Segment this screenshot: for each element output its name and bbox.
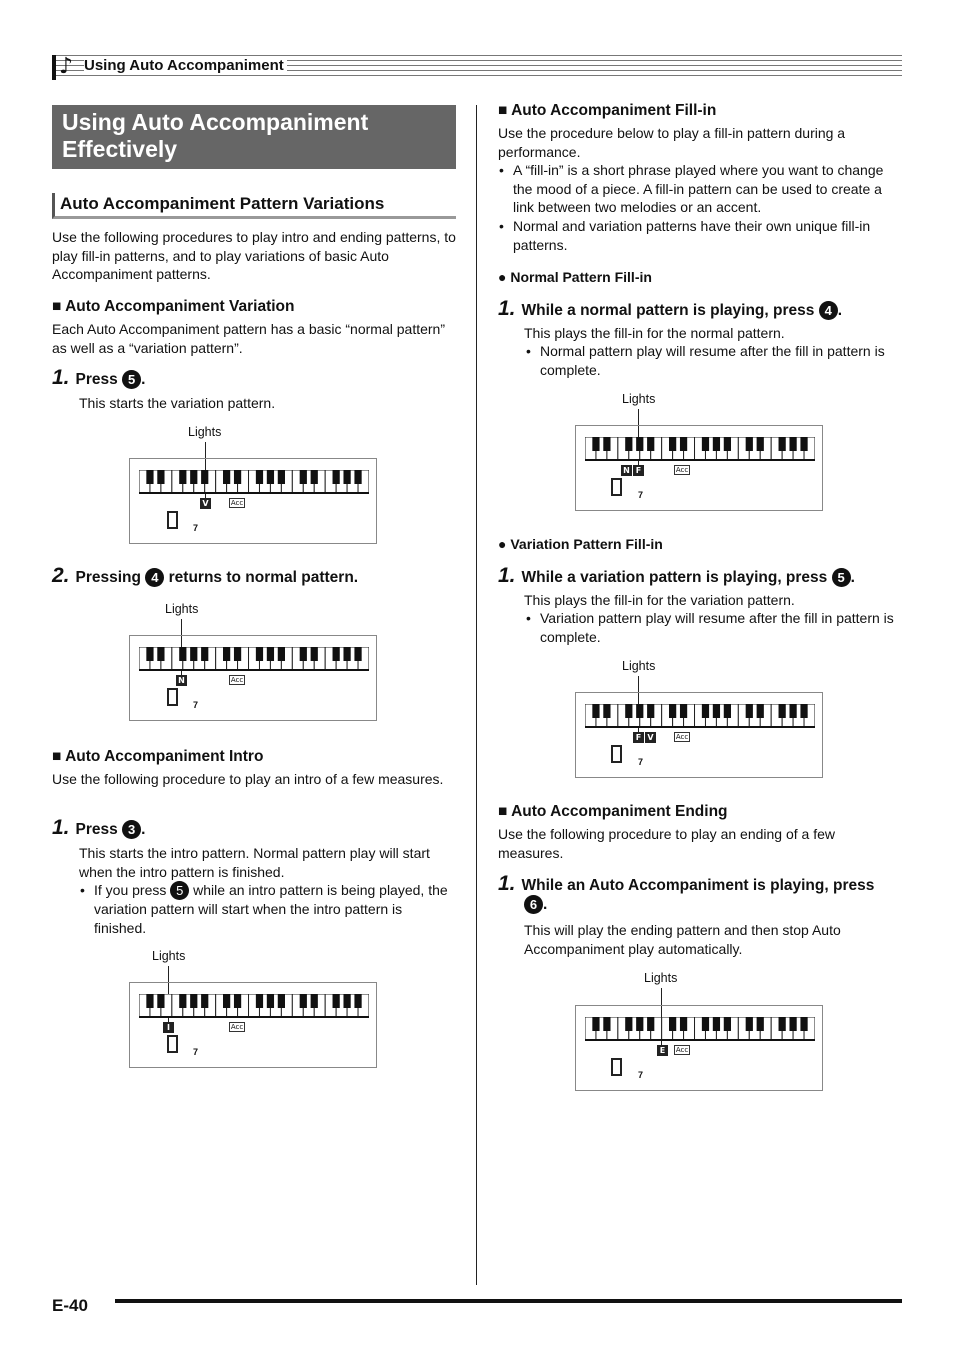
- digit-display: [611, 745, 622, 763]
- ending-heading: ■ Auto Accompaniment Ending: [498, 803, 728, 820]
- intro-text: Use the following procedures to play intro and ending patterns, to play fill-in patterns, and to play variations of basic Auto Accompaniment patterns.: [52, 229, 456, 282]
- ending-step: 1. While an Auto Accompaniment is playing, press 6 .: [498, 872, 875, 913]
- black-key: [779, 704, 786, 718]
- lcd-display-normal: [129, 635, 377, 721]
- black-key: [680, 437, 687, 451]
- keyboard-graphic: [585, 704, 815, 728]
- column-divider: [476, 105, 477, 1285]
- black-key: [256, 647, 263, 661]
- keyboard-graphic: [139, 647, 369, 671]
- black-key: [179, 994, 186, 1008]
- lcd-display-ending: [575, 1005, 823, 1091]
- button-5-icon: 5: [832, 568, 851, 587]
- black-key: [647, 704, 654, 718]
- variation-heading: ■ Auto Accompaniment Variation: [52, 298, 295, 315]
- black-key: [636, 437, 643, 451]
- button-4-icon: 4: [819, 301, 838, 320]
- black-key: [190, 647, 197, 661]
- black-key: [592, 1017, 599, 1031]
- button-5-icon: 5: [122, 370, 141, 389]
- black-key: [267, 994, 274, 1008]
- black-key: [724, 1017, 731, 1031]
- black-key: [746, 1017, 753, 1031]
- black-key: [190, 470, 197, 484]
- black-key: [223, 647, 230, 661]
- black-key: [201, 647, 208, 661]
- button-5-icon: 5: [170, 881, 189, 900]
- button-3-icon: 3: [122, 820, 141, 839]
- keyboard-graphic: [585, 437, 815, 461]
- black-key: [146, 470, 153, 484]
- black-key: [800, 704, 807, 718]
- keyboard-graphic: [139, 994, 369, 1018]
- black-key: [300, 994, 307, 1008]
- acc-indicator: Acc: [675, 733, 689, 741]
- normal-fillin-heading: ● Normal Pattern Fill-in: [498, 269, 652, 285]
- black-key: [343, 994, 350, 1008]
- intro-step1-desc: This starts the intro pattern. Normal pattern play will start when the intro pattern is finished.: [79, 845, 430, 880]
- black-key: [713, 704, 720, 718]
- seven-indicator: 7: [193, 700, 199, 710]
- fillin-bullet-2: • Normal and variation patterns have their own unique fill-in patterns.: [513, 217, 903, 254]
- ending-body: Use the following procedure to play an ending of a few measures.: [498, 826, 835, 861]
- black-key: [757, 1017, 764, 1031]
- variation-step1-desc: This starts the variation pattern.: [79, 395, 276, 411]
- lcd-display-intro: [129, 982, 377, 1068]
- black-key: [234, 647, 241, 661]
- black-key: [354, 994, 361, 1008]
- variation-step2: 2. Pressing 4 returns to normal pattern.: [52, 564, 359, 587]
- normal-indicator: N: [176, 675, 187, 686]
- black-key: [354, 470, 361, 484]
- black-key: [234, 470, 241, 484]
- black-key: [311, 647, 318, 661]
- black-key: [789, 437, 796, 451]
- step-number: 1.: [52, 366, 70, 389]
- black-key: [746, 704, 753, 718]
- black-key: [800, 437, 807, 451]
- intro-body: Use the following procedure to play an intro of a few measures.: [52, 771, 444, 787]
- seven-indicator: 7: [193, 523, 199, 533]
- black-key: [179, 470, 186, 484]
- variation-indicator: V: [645, 732, 656, 743]
- variation-fillin-heading: ● Variation Pattern Fill-in: [498, 536, 663, 552]
- variation-step1: 1. Press 5 .: [52, 366, 146, 389]
- variation-indicator: V: [200, 498, 211, 509]
- black-key: [669, 437, 676, 451]
- black-key: [311, 470, 318, 484]
- seven-indicator: 7: [638, 490, 644, 500]
- fill-indicator: F: [633, 732, 644, 743]
- section-subheading: Auto Accompaniment Pattern Variations: [52, 193, 456, 219]
- page-title: Using Auto Accompaniment Effectively: [52, 105, 456, 169]
- black-key: [592, 437, 599, 451]
- ending-desc: This will play the ending pattern and then stop Auto Accompaniment play automatically.: [524, 922, 841, 957]
- lcd-display-variation-fill: [575, 692, 823, 778]
- keyboard-graphic: [585, 1017, 815, 1041]
- music-note-icon: ♪: [59, 54, 74, 79]
- running-title: Using Auto Accompaniment: [84, 57, 287, 74]
- page-number: E-40: [52, 1296, 88, 1315]
- black-key: [190, 994, 197, 1008]
- black-key: [256, 470, 263, 484]
- black-key: [702, 437, 709, 451]
- black-key: [311, 994, 318, 1008]
- acc-indicator: Acc: [230, 676, 244, 684]
- black-key: [179, 647, 186, 661]
- seven-indicator: 7: [193, 1047, 199, 1057]
- lights-label: Lights: [188, 425, 222, 439]
- black-key: [278, 470, 285, 484]
- black-key: [757, 704, 764, 718]
- acc-indicator: Acc: [675, 1046, 689, 1054]
- black-key: [157, 647, 164, 661]
- black-key: [625, 704, 632, 718]
- digit-display: [611, 478, 622, 496]
- black-key: [779, 437, 786, 451]
- black-key: [603, 1017, 610, 1031]
- black-key: [724, 704, 731, 718]
- black-key: [779, 1017, 786, 1031]
- variation-fillin-step: 1. While a variation pattern is playing, press 5 .: [498, 564, 855, 587]
- fillin-body: Use the procedure below to play a fill-in pattern during a performance.: [498, 125, 846, 160]
- black-key: [300, 647, 307, 661]
- step-text: Press: [75, 371, 118, 388]
- digit-display: [167, 511, 178, 529]
- intro-bullet: • If you press 5 while an intro pattern is being played, the variation pattern will start when the intro pattern is finished.: [94, 881, 456, 937]
- black-key: [680, 1017, 687, 1031]
- normal-fillin-step: 1. While a normal pattern is playing, press 4 .: [498, 297, 842, 320]
- black-key: [201, 470, 208, 484]
- lights-label: Lights: [622, 392, 656, 406]
- black-key: [636, 1017, 643, 1031]
- black-key: [256, 994, 263, 1008]
- button-6-icon: 6: [524, 895, 543, 914]
- black-key: [713, 1017, 720, 1031]
- acc-indicator: Acc: [675, 466, 689, 474]
- black-key: [300, 470, 307, 484]
- black-key: [647, 437, 654, 451]
- black-key: [223, 470, 230, 484]
- fillin-bullet-1: • A “fill-in” is a short phrase played where you want to change the mood of a piece. A fill-in pattern can be used to create a link between two melodies or an accent.: [513, 161, 903, 217]
- black-key: [789, 1017, 796, 1031]
- black-key: [680, 704, 687, 718]
- black-key: [278, 994, 285, 1008]
- black-key: [157, 994, 164, 1008]
- seven-indicator: 7: [638, 1070, 644, 1080]
- black-key: [146, 647, 153, 661]
- black-key: [603, 437, 610, 451]
- black-key: [702, 1017, 709, 1031]
- fill-indicator: F: [633, 465, 644, 476]
- intro-heading: ■ Auto Accompaniment Intro: [52, 748, 264, 765]
- variation-body: Each Auto Accompaniment pattern has a basic “normal pattern” as well as a “variation pattern”.: [52, 321, 445, 356]
- black-key: [636, 704, 643, 718]
- black-key: [146, 994, 153, 1008]
- variation-fillin-bullet: • Variation pattern play will resume after the fill in pattern is complete.: [540, 609, 902, 646]
- black-key: [724, 437, 731, 451]
- black-key: [800, 1017, 807, 1031]
- footer-rule: [115, 1299, 902, 1303]
- normal-indicator: N: [621, 465, 632, 476]
- black-key: [625, 437, 632, 451]
- black-key: [278, 647, 285, 661]
- black-key: [267, 647, 274, 661]
- fillin-heading: ■ Auto Accompaniment Fill-in: [498, 102, 717, 119]
- digit-display: [611, 1058, 622, 1076]
- normal-fillin-bullet: • Normal pattern play will resume after the fill in pattern is complete.: [540, 342, 902, 379]
- ending-indicator: E: [657, 1045, 668, 1056]
- black-key: [354, 647, 361, 661]
- normal-fillin-desc: This plays the fill-in for the normal pattern.: [524, 325, 785, 341]
- black-key: [333, 994, 340, 1008]
- black-key: [223, 994, 230, 1008]
- acc-indicator: Acc: [230, 1023, 244, 1031]
- button-4-icon: 4: [145, 568, 164, 587]
- variation-fillin-desc: This plays the fill-in for the variation pattern.: [524, 592, 795, 608]
- black-key: [267, 470, 274, 484]
- keyboard-graphic: [139, 470, 369, 494]
- black-key: [603, 704, 610, 718]
- black-key: [789, 704, 796, 718]
- black-key: [234, 994, 241, 1008]
- black-key: [647, 1017, 654, 1031]
- header-bar: [52, 55, 56, 80]
- black-key: [343, 647, 350, 661]
- lcd-display-normal-fill: [575, 425, 823, 511]
- seven-indicator: 7: [638, 757, 644, 767]
- black-key: [333, 470, 340, 484]
- black-key: [333, 647, 340, 661]
- black-key: [669, 704, 676, 718]
- black-key: [157, 470, 164, 484]
- black-key: [625, 1017, 632, 1031]
- black-key: [702, 704, 709, 718]
- lights-label: Lights: [152, 949, 186, 963]
- intro-indicator: I: [163, 1022, 174, 1033]
- lcd-display-variation: [129, 458, 377, 544]
- intro-step1: 1. Press 3 .: [52, 816, 146, 839]
- lights-label: Lights: [644, 971, 678, 985]
- black-key: [713, 437, 720, 451]
- black-key: [343, 470, 350, 484]
- lights-label: Lights: [165, 602, 199, 616]
- black-key: [201, 994, 208, 1008]
- black-key: [746, 437, 753, 451]
- black-key: [757, 437, 764, 451]
- lights-label: Lights: [622, 659, 656, 673]
- digit-display: [167, 688, 178, 706]
- digit-display: [167, 1035, 178, 1053]
- black-key: [592, 704, 599, 718]
- black-key: [669, 1017, 676, 1031]
- acc-indicator: Acc: [230, 499, 244, 507]
